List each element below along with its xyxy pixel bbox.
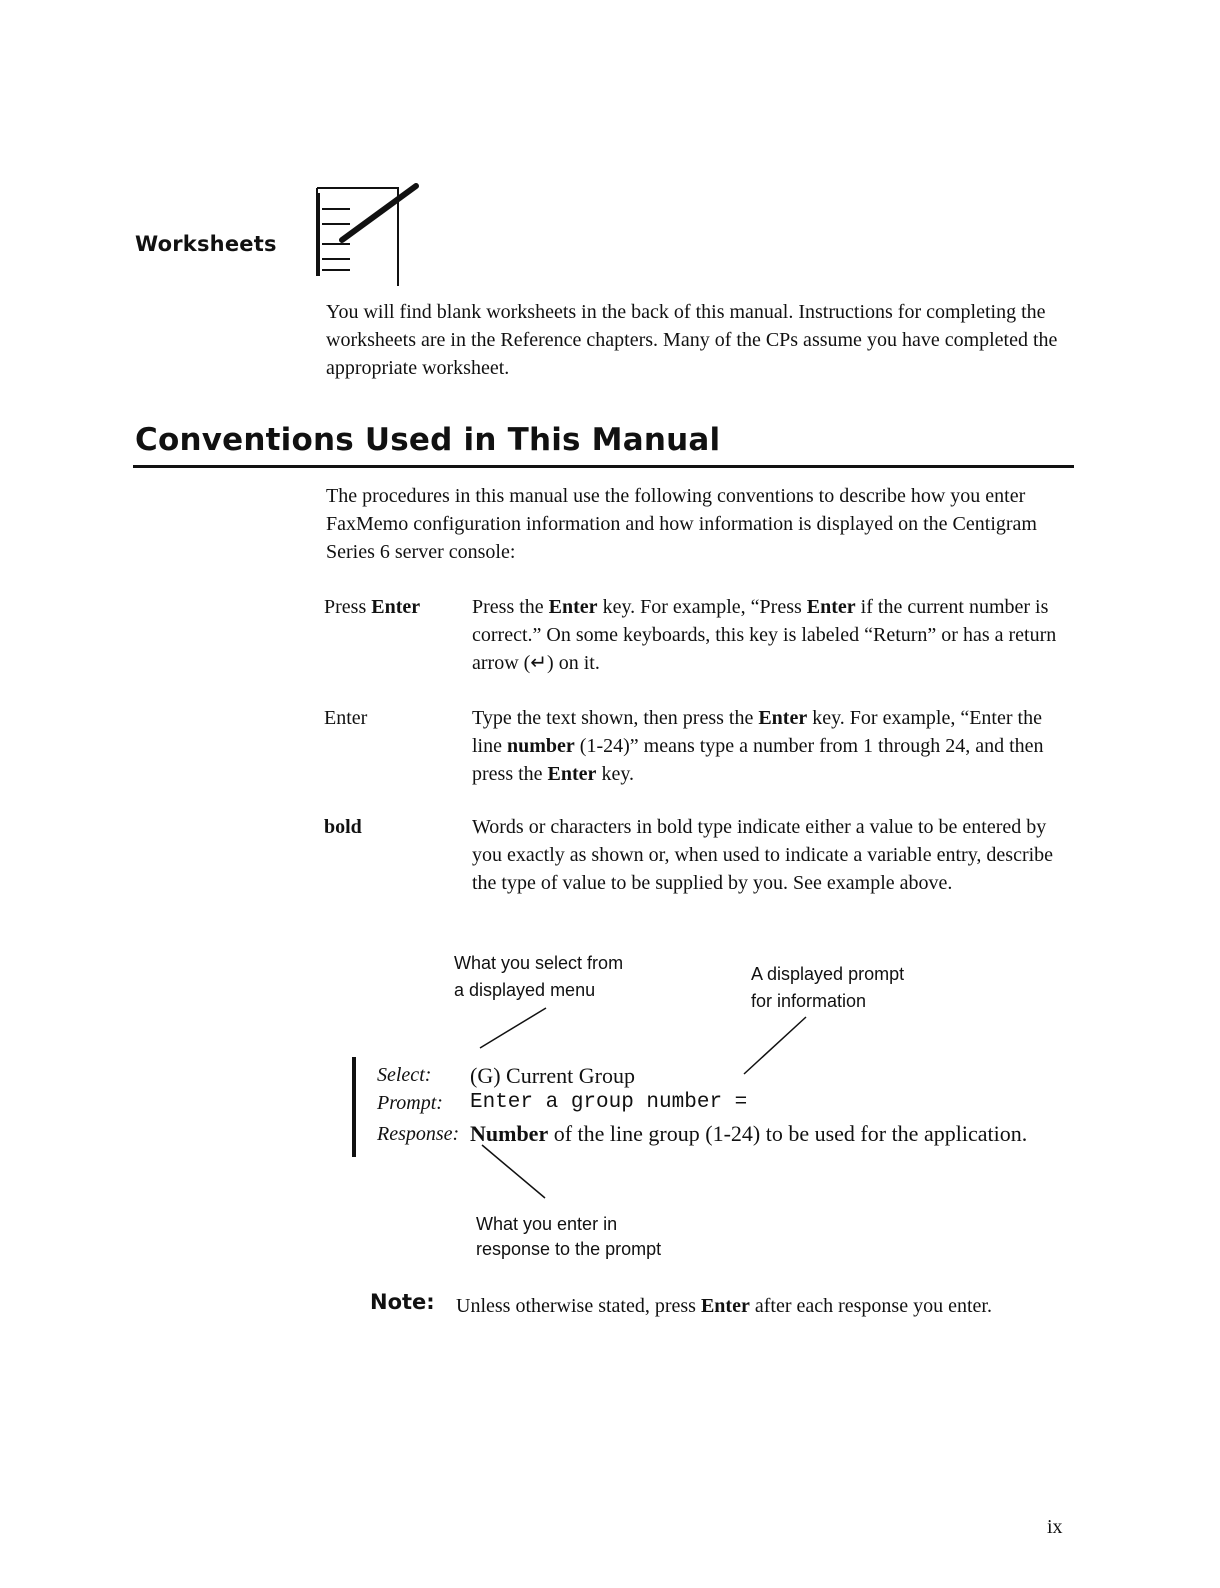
prompt-value: Enter a group number = xyxy=(470,1091,748,1114)
page-number: ix xyxy=(1047,1516,1063,1538)
definition-bold: Words or characters in bold type indicate either a value to be entered by you exactly as shown or, when used to indicate a variable entry, describe the type of value to be supplied by you. See example above. xyxy=(472,816,1054,894)
section-title: Conventions Used in This Manual xyxy=(135,422,721,458)
response-label: Response: xyxy=(377,1123,460,1145)
callout-enter: What you enter in response to the prompt xyxy=(476,1214,662,1259)
callout-prompt: A displayed prompt for information xyxy=(751,964,905,1011)
section-intro: The procedures in this manual use the following conventions to describe how you enter FaxMemo configuration information and how information is displayed on the Centigram Series 6 server console: xyxy=(326,485,1037,563)
worksheets-heading: Worksheets xyxy=(135,232,277,256)
definition-press-enter: Press the Enter key. For example, “Press Enter if the current number is correct.” On some keyboards, this key is labeled “Return” or has a return arrow (↵) on it. xyxy=(472,596,1057,674)
select-value: (G) Current Group xyxy=(470,1063,635,1088)
select-label: Select: xyxy=(377,1064,432,1086)
prompt-label: Prompt: xyxy=(377,1092,443,1114)
definition-enter: Type the text shown, then press the Enter key. For example, “Enter the line number (1-24)” means type a number from 1 through 24, and then press the Enter key. xyxy=(472,707,1044,785)
callout-menu: What you select from a displayed menu xyxy=(454,953,624,1000)
note-text: Unless otherwise stated, press Enter after each response you enter. xyxy=(456,1295,992,1317)
response-value: Number of the line group (1-24) to be used for the application. xyxy=(470,1121,1028,1146)
worksheets-paragraph: You will find blank worksheets in the back of this manual. Instructions for completing the worksheets are in the Reference chapters. Many of the CPs assume you have completed the appropriate worksheet. xyxy=(326,301,1058,379)
term-bold: bold xyxy=(324,816,362,838)
term-press-enter: Press Enter xyxy=(324,596,421,618)
term-enter: Enter xyxy=(324,707,368,729)
note-label: Note: xyxy=(370,1290,435,1314)
example-side-bar xyxy=(352,1057,356,1157)
